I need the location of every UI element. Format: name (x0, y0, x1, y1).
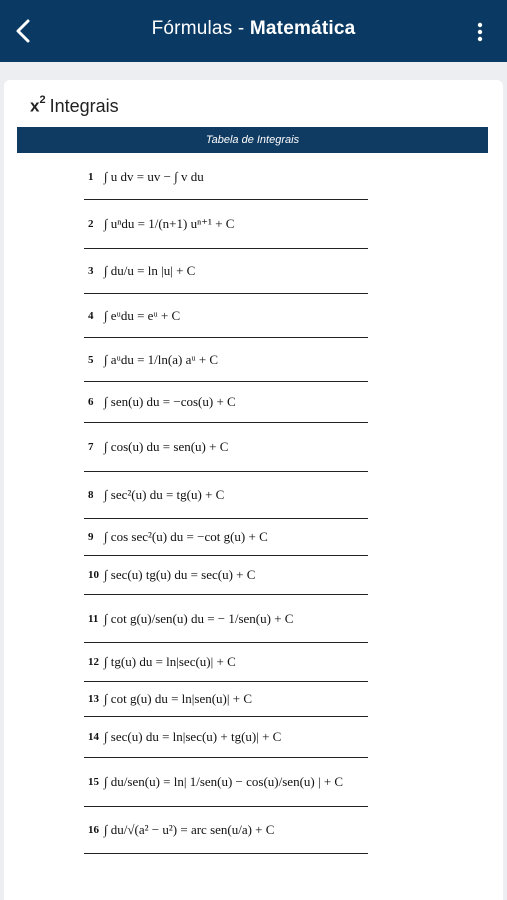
more-vertical-icon[interactable] (473, 20, 487, 44)
row-formula: ∫ eᵘdu = eᵘ + C (104, 307, 181, 323)
table-row (84, 294, 368, 338)
row-formula: ∫ u dv = uv − ∫ v du (104, 168, 204, 184)
x-squared-icon: $x^2$ (30, 94, 46, 116)
row-number: 13 (88, 693, 99, 705)
table-row (84, 595, 368, 643)
table-row (84, 519, 368, 556)
app-bar (0, 0, 507, 62)
row-number: 16 (88, 824, 99, 836)
section-title (30, 96, 119, 117)
row-number: 4 (88, 309, 94, 322)
row-formula: ∫ du/√(a² − u²) = arc sen(u/a) + C (104, 822, 275, 837)
row-formula: ∫ sec(u) du = ln|sec(u) + tg(u)| + C (104, 729, 282, 744)
row-formula: ∫ cot g(u)/sen(u) du = − 1/sen(u) + C (104, 610, 294, 626)
row-formula: ∫ cos sec²(u) du = −cot g(u) + C (104, 529, 268, 544)
row-formula: ∫ aᵘdu = 1/ln(a) aᵘ + C (104, 351, 219, 367)
page-title (0, 18, 507, 40)
row-number: 8 (88, 489, 94, 501)
row-formula: ∫ uⁿdu = 1/(n+1) uⁿ⁺¹ + C (104, 216, 235, 231)
table-row (84, 249, 368, 294)
title-regular: Fórmulas - (151, 18, 250, 39)
row-number: 3 (88, 265, 94, 277)
table-row (84, 758, 368, 807)
row-formula: ∫ sec(u) tg(u) du = sec(u) + C (104, 567, 256, 582)
table-row (84, 643, 368, 682)
title-bold: Matemática (249, 18, 356, 39)
table-row (84, 717, 368, 758)
table-row (84, 807, 368, 854)
row-number: 2 (88, 218, 94, 230)
row-number: 11 (88, 612, 99, 625)
row-number: 14 (88, 731, 99, 743)
row-number: 1 (88, 170, 94, 183)
row-number: 10 (88, 569, 99, 581)
row-number: 15 (88, 776, 99, 788)
row-number: 7 (88, 441, 94, 453)
row-number: 9 (88, 531, 94, 543)
row-formula: ∫ du/sen(u) = ln| 1/sen(u) − cos(u)/sen(u) | + C (104, 774, 344, 789)
table-row (84, 200, 368, 249)
row-number: 6 (88, 396, 94, 408)
table-row (84, 382, 368, 423)
row-formula: ∫ sec²(u) du = tg(u) + C (104, 487, 225, 502)
table-row (84, 682, 368, 717)
row-number: 5 (88, 353, 94, 366)
row-formula: ∫ cos(u) du = sen(u) + C (104, 439, 229, 454)
row-formula: ∫ sen(u) du = −cos(u) + C (104, 394, 236, 409)
section-title-text: Integrais (49, 96, 119, 116)
table-row (84, 338, 368, 382)
table-row (84, 556, 368, 595)
row-number: 12 (88, 656, 99, 668)
row-formula: ∫ du/u = ln |u| + C (104, 263, 196, 278)
row-formula: ∫ tg(u) du = ln|sec(u)| + C (104, 654, 236, 669)
table-row (84, 154, 368, 200)
table-row (84, 423, 368, 472)
table-header: Tabela de Integrais (17, 127, 488, 153)
table-row (84, 472, 368, 519)
row-formula: ∫ cot g(u) du = ln|sen(u)| + C (104, 691, 252, 706)
